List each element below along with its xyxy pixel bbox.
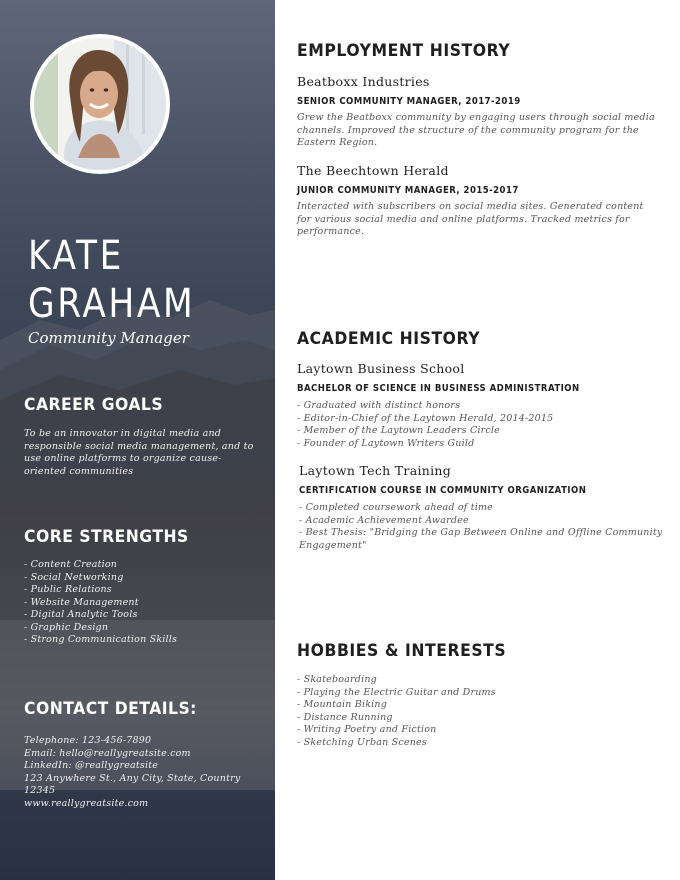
list-item: - Sketching Urban Scenes: [297, 736, 427, 748]
list-item: - Writing Poetry and Fiction: [297, 724, 437, 735]
list-item: - Distance Running: [297, 711, 393, 723]
degree-title: CERTIFICATION COURSE IN COMMUNITY ORGANIZATION: [299, 485, 587, 496]
list-item: - Graduated with distinct honors: [297, 400, 461, 411]
list-item: - Completed coursework ahead of time: [299, 502, 493, 513]
contact-telephone: Telephone: 123-456-7890: [24, 735, 152, 746]
core-strengths-list: [24, 559, 177, 647]
job-description: Interacted with subscribers on social media sites. Generated content for various social media and online platforms. Tracked metrics for performance.: [297, 201, 644, 237]
job-role: Community Manager: [28, 329, 189, 347]
list-item: - Graphic Design: [24, 621, 109, 633]
list-item: - Content Creation: [24, 559, 118, 570]
list-item: - Founder of Laytown Writers Guild: [297, 437, 475, 449]
list-item: - Academic Achievement Awardee: [299, 514, 469, 526]
contact-details-list: [24, 735, 240, 810]
job-description: Grew the Beatboxx community by engaging users through social media channels. Improved the structure of the community program for the Eastern Region.: [297, 112, 655, 148]
school-achievements-list: [297, 400, 553, 450]
contact-details-heading: CONTACT DETAILS:: [24, 699, 197, 719]
school-achievements-list: [299, 502, 662, 552]
hobbies-list: [297, 674, 496, 749]
career-goals-heading: CAREER GOALS: [24, 395, 164, 415]
list-item: - Editor-in-Chief of the Laytown Herald, 2014-2015: [297, 412, 554, 424]
job-title: SENIOR COMMUNITY MANAGER, 2017-2019: [297, 96, 521, 107]
sidebar: [0, 0, 275, 880]
list-item: - Strong Communication Skills: [24, 634, 178, 645]
last-name: GRAHAM: [28, 281, 196, 327]
list-item: - Playing the Electric Guitar and Drums: [297, 686, 496, 698]
hobbies-interests-heading: HOBBIES & INTERESTS: [297, 641, 507, 661]
mountain-background-image: [0, 250, 275, 450]
list-item: - Website Management: [24, 596, 139, 608]
list-item: - Mountain Biking: [297, 699, 387, 710]
first-name: KATE: [28, 233, 124, 279]
degree-title: BACHELOR OF SCIENCE IN BUSINESS ADMINISTRATION: [297, 383, 580, 394]
employer-name: The Beechtown Herald: [297, 163, 449, 178]
contact-linkedin[interactable]: LinkedIn: @reallygreatsite: [24, 760, 159, 771]
academic-history-heading: ACADEMIC HISTORY: [297, 329, 481, 349]
list-item: - Best Thesis: "Bridging the Gap Between Online and Offline Community: [299, 527, 663, 538]
list-item: Engagement": [299, 539, 367, 551]
contact-address: 123 Anywhere St., Any City, State, Country: [24, 772, 241, 784]
list-item: - Public Relations: [24, 584, 112, 595]
career-goals-text: To be an innovator in digital media and responsible social media management, and to use online platforms to organize cause-oriented communities: [24, 428, 254, 477]
profile-photo: [34, 38, 166, 170]
list-item: - Digital Analytic Tools: [24, 609, 138, 620]
list-item: - Social Networking: [24, 571, 124, 583]
list-item: - Member of the Laytown Leaders Circle: [297, 425, 500, 436]
profile-photo-frame: [30, 34, 170, 174]
list-item: - Skateboarding: [297, 674, 377, 685]
school-name: Laytown Business School: [297, 361, 465, 376]
job-title: JUNIOR COMMUNITY MANAGER, 2015-2017: [297, 185, 519, 196]
contact-website[interactable]: www.reallygreatsite.com: [24, 797, 149, 809]
employment-history-heading: EMPLOYMENT HISTORY: [297, 41, 511, 61]
school-name: Laytown Tech Training: [299, 463, 452, 478]
contact-address-zip: 12345: [24, 785, 56, 796]
employer-name: Beatboxx Industries: [297, 74, 430, 89]
profile-photo-image: [34, 38, 166, 170]
contact-email[interactable]: Email: hello@reallygreatsite.com: [24, 747, 191, 759]
core-strengths-heading: CORE STRENGTHS: [24, 527, 189, 547]
